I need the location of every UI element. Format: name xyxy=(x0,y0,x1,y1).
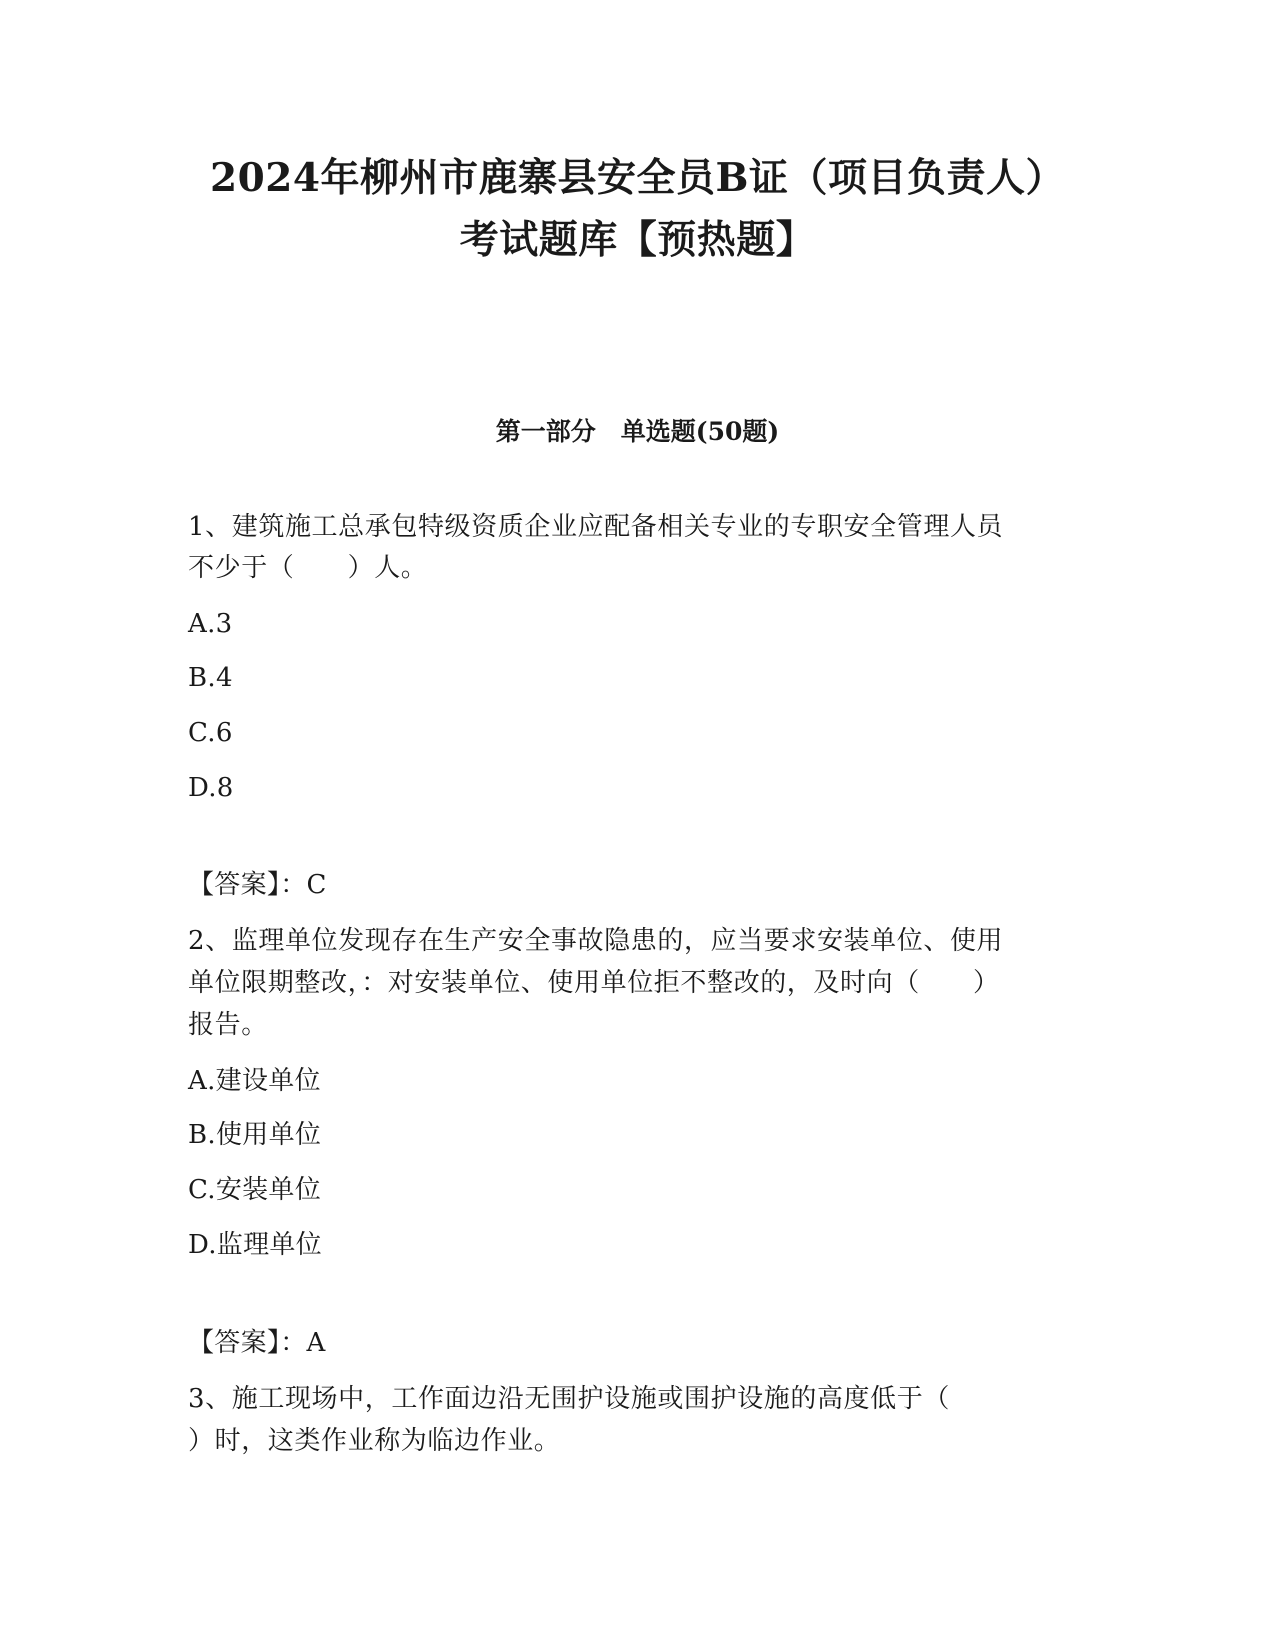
question-2-stem-line-3: 报告。 xyxy=(188,1010,268,1040)
question-1-option-a: A.3 xyxy=(188,609,233,639)
document-title-line-1: 2024年柳州市鹿寨县安全员B证（项目负责人） xyxy=(209,155,1065,201)
question-1-answer: 【答案】：C xyxy=(188,870,327,900)
question-1-stem-line-2: 不少于（ ）人。 xyxy=(188,553,428,583)
question-3-stem-line-1: 3、施工现场中，工作面边沿无围护设施或围护设施的高度低于（ xyxy=(188,1384,950,1414)
question-2-option-c: C.安装单位 xyxy=(188,1175,322,1205)
question-2-option-b: B.使用单位 xyxy=(188,1120,322,1150)
question-1-option-d: D.8 xyxy=(188,773,234,803)
question-1-option-c: C.6 xyxy=(188,718,233,748)
question-2-answer: 【答案】：A xyxy=(188,1328,326,1358)
question-2-stem-line-1: 2、监理单位发现存在生产安全事故隐患的，应当要求安装单位、使用 xyxy=(188,926,1004,956)
question-2-option-a: A.建设单位 xyxy=(188,1066,321,1096)
question-1-option-b: B.4 xyxy=(188,663,233,693)
question-1-stem-line-1: 1、建筑施工总承包特级资质企业应配备相关专业的专职安全管理人员 xyxy=(188,512,1004,542)
question-2-stem-line-2: 单位限期整改，：对安装单位、使用单位拒不整改的，及时向（ ） xyxy=(188,968,1000,998)
section-heading: 第一部分 单选题(50题) xyxy=(495,417,780,446)
question-3-stem-line-2: ）时，这类作业称为临边作业。 xyxy=(188,1426,561,1456)
document-title-line-2: 考试题库【预热题】 xyxy=(459,217,816,263)
question-2-option-d: D.监理单位 xyxy=(188,1230,322,1260)
